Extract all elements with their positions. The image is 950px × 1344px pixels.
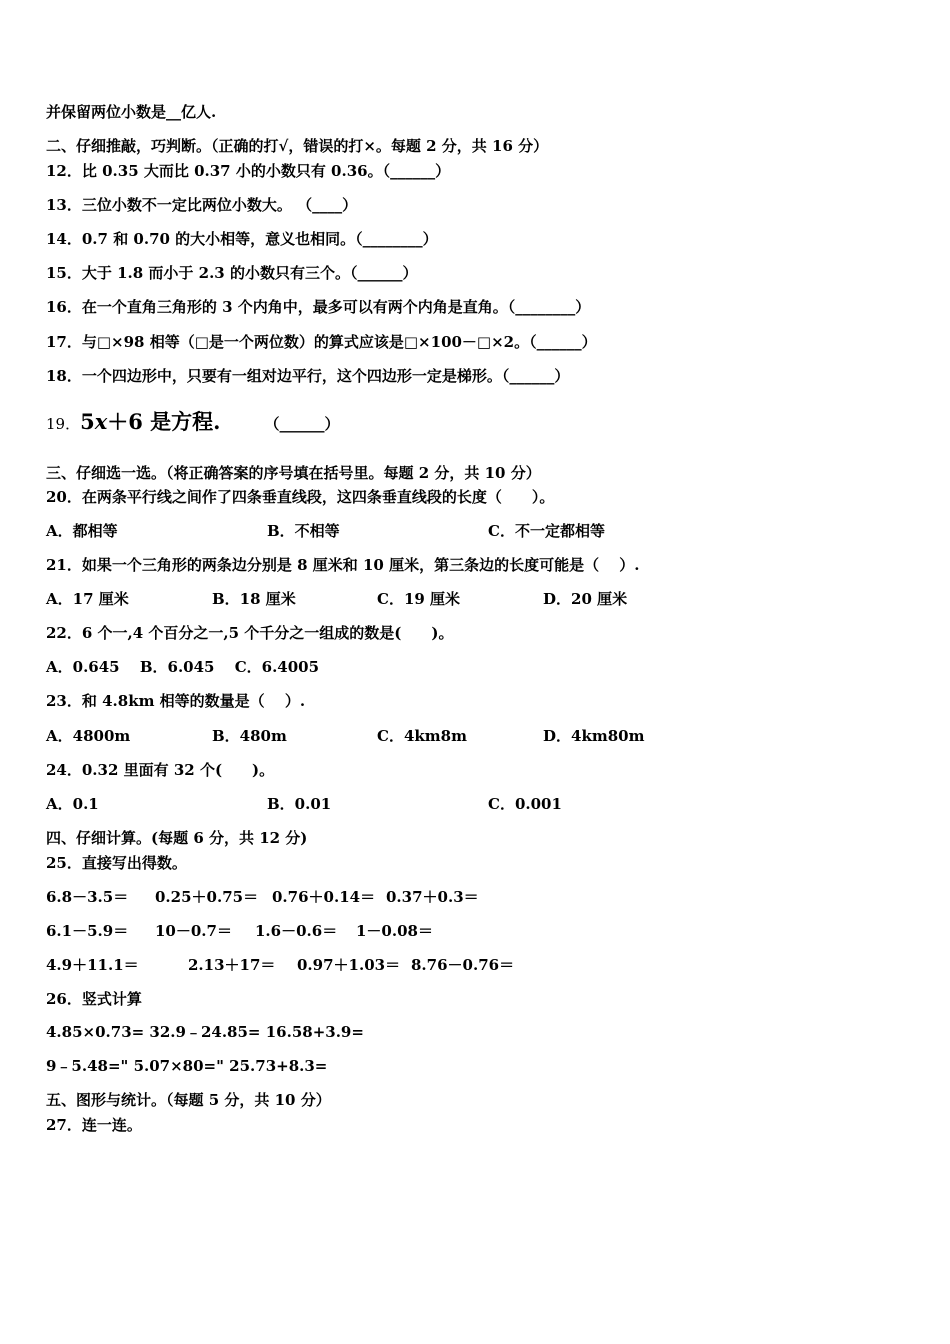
question-19-text: ＋6 是方程. [107,409,221,434]
section-4-heading: 四、仔细计算。(每题 6 分，共 12 分) [46,829,308,847]
question-13: 13．三位小数不一定比两位小数大。 （____） [46,196,358,214]
q23-option-b: B．480m [212,727,287,745]
q24-option-a: A．0.1 [46,795,99,813]
q24-option-b: B．0.01 [267,795,332,813]
question-26-line-1: 4.85×0.73= 32.9﹣24.85= 16.58+3.9= [46,1023,364,1041]
q22-options: A．0.645 B．6.045 C．6.4005 [46,658,320,676]
q23-option-a: A．4800m [46,727,131,745]
q21-option-d: D．20 厘米 [543,590,628,608]
question-19-number: 19． [46,415,81,433]
question-26: 26．竖式计算 [46,990,142,1008]
question-19-blank: （______） [264,415,340,433]
question-18: 18．一个四边形中，只要有一组对边平行，这个四边形一定是梯形。（______） [46,367,570,385]
section-2-heading: 二、仔细推敲，巧判断。（正确的打√，错误的打×。每题 2 分，共 16 分） [46,137,549,155]
q23-option-d: D．4km80m [543,727,645,745]
calc-r1-c2: 0.25＋0.75＝ [155,888,259,906]
question-17: 17．与□×98 相等（□是一个两位数）的算式应该是□×100－□×2。（______） [46,333,597,351]
calc-r3-c4: 8.76－0.76＝ [411,956,515,974]
calc-r1-c4: 0.37＋0.3＝ [386,888,479,906]
section-3-heading: 三、仔细选一选。（将正确答案的序号填在括号里。每题 2 分，共 10 分） [46,464,541,482]
question-12: 12．比 0.35 大而比 0.37 小的小数只有 0.36。（______） [46,162,451,180]
q23-option-c: C．4km8m [377,727,467,745]
calc-r3-c3: 0.97＋1.03＝ [297,956,401,974]
question-26-line-2: 9﹣5.48=" 5.07×80=" 25.73+8.3= [46,1057,328,1075]
q21-option-c: C．19 厘米 [377,590,461,608]
calc-r2-c3: 1.6－0.6＝ [255,922,338,940]
calc-r2-c1: 6.1－5.9＝ [46,922,129,940]
question-23: 23．和 4.8km 相等的数量是（ ）. [46,692,306,710]
section-5-heading: 五、图形与统计。（每题 5 分，共 10 分） [46,1091,331,1109]
question-19-coef: 5 [80,409,95,434]
line-prev-question-tail: 并保留两位小数是__亿人. [46,103,217,121]
calc-r3-c2: 2.13＋17＝ [188,956,276,974]
q20-option-c: C．不一定都相等 [488,522,605,540]
question-24: 24．0.32 里面有 32 个( )。 [46,761,275,779]
calc-r3-c1: 4.9＋11.1＝ [46,956,139,974]
question-21: 21．如果一个三角形的两条边分别是 8 厘米和 10 厘米，第三条边的长度可能是（ ）. [46,556,640,574]
q20-option-b: B．不相等 [267,522,340,540]
calc-r2-c2: 10－0.7＝ [155,922,232,940]
calc-r1-c1: 6.8－3.5＝ [46,888,129,906]
question-15: 15．大于 1.8 而小于 2.3 的小数只有三个。（______） [46,264,418,282]
question-27: 27．连一连。 [46,1116,142,1134]
calc-r2-c4: 1－0.08＝ [356,922,433,940]
question-14: 14．0.7 和 0.70 的大小相等，意义也相同。（________） [46,230,438,248]
q20-option-a: A．都相等 [46,522,118,540]
q21-option-b: B．18 厘米 [212,590,296,608]
calc-r1-c3: 0.76＋0.14＝ [272,888,376,906]
question-19 [46,409,340,435]
question-20: 20．在两条平行线之间作了四条垂直线段，这四条垂直线段的长度（ ）。 [46,488,555,506]
question-22: 22．6 个一,4 个百分之一,5 个千分之一组成的数是( )。 [46,624,454,642]
question-25: 25．直接写出得数。 [46,854,187,872]
q21-option-a: A．17 厘米 [46,590,129,608]
question-16: 16．在一个直角三角形的 3 个内角中，最多可以有两个内角是直角。（________） [46,298,591,316]
question-19-var: x [94,409,108,434]
q24-option-c: C．0.001 [488,795,562,813]
